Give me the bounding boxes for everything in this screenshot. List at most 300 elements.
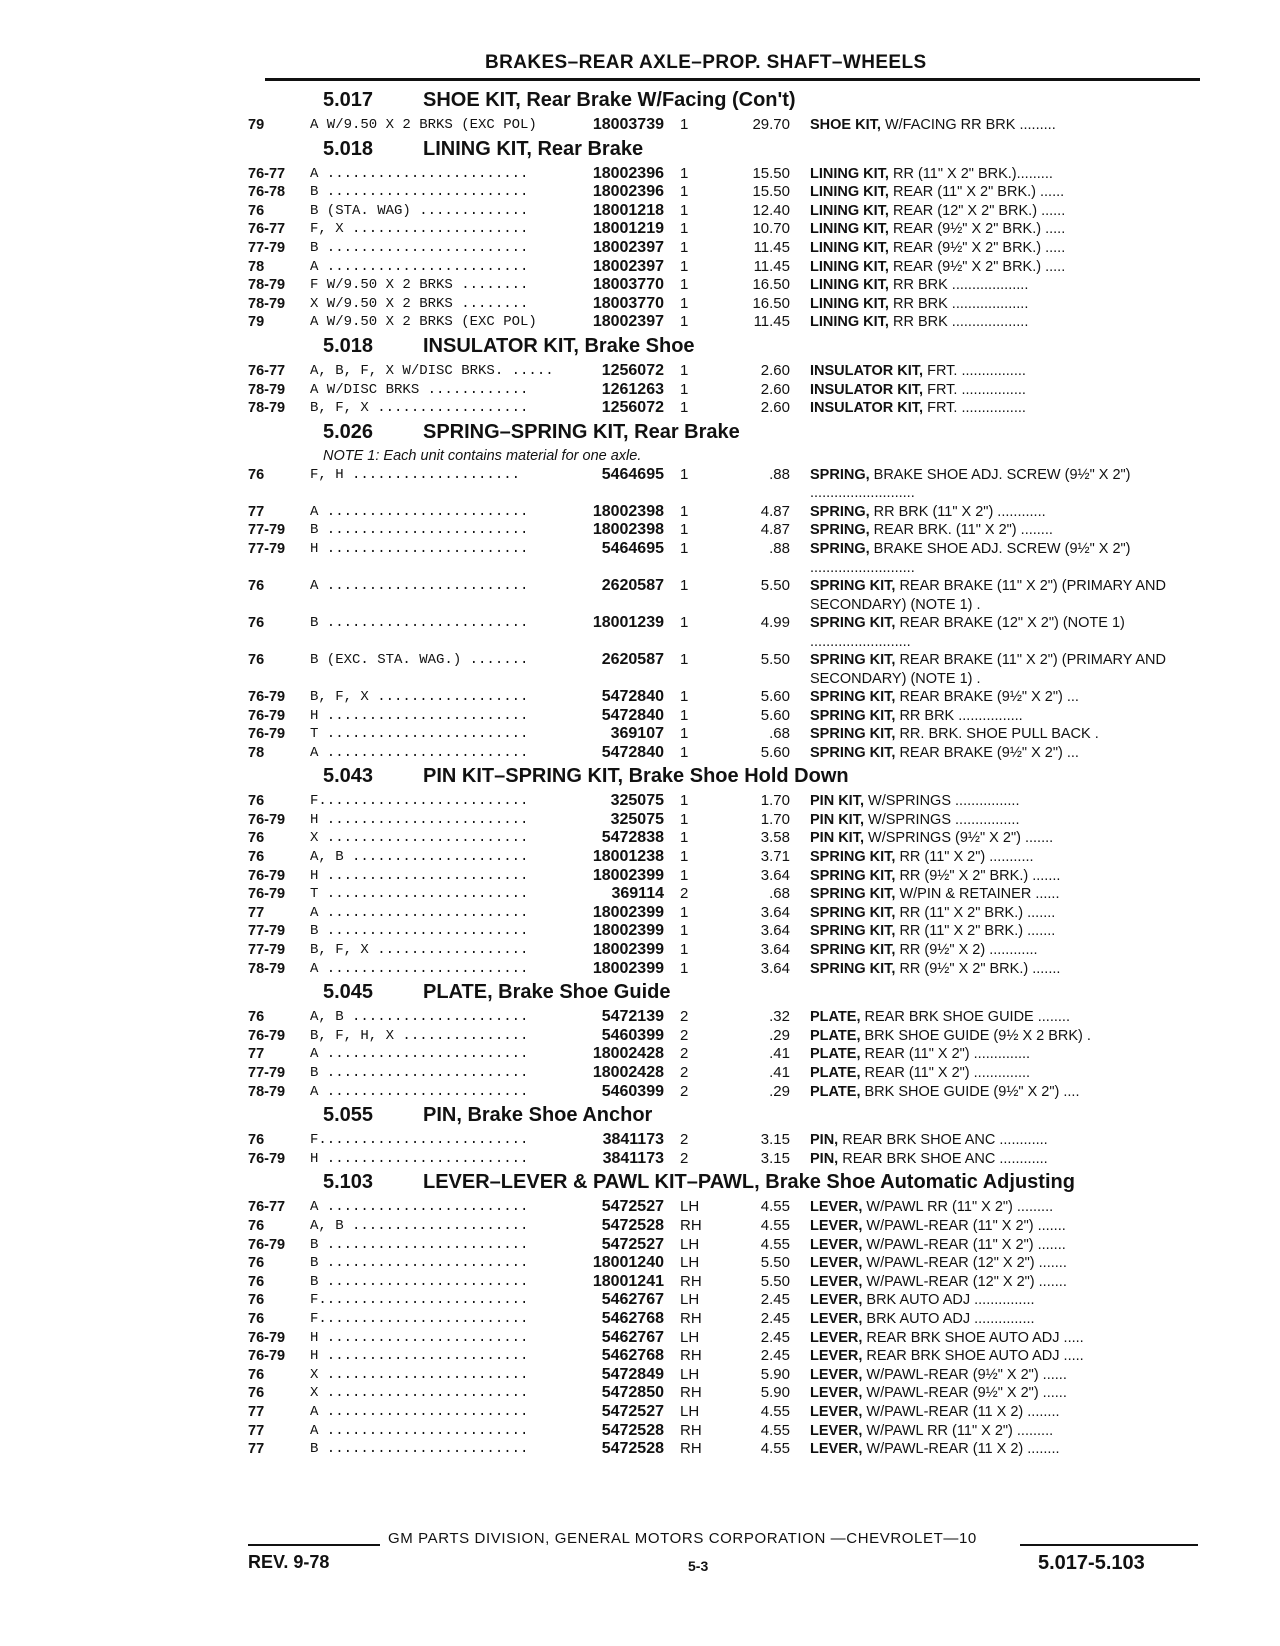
model-applicability: H ........................	[310, 811, 529, 828]
part-row	[248, 1027, 1208, 1046]
quantity: 1	[680, 903, 689, 921]
model-applicability: X ........................	[310, 1385, 529, 1402]
part-name: LEVER,	[810, 1385, 863, 1402]
part-number: 5472849	[601, 1365, 664, 1383]
part-name: LINING KIT,	[810, 295, 889, 312]
section-number: 5.103	[323, 1171, 374, 1194]
part-number: 5472840	[601, 687, 664, 705]
part-number: 1261263	[601, 380, 664, 398]
quantity: 1	[680, 613, 689, 631]
part-detail: REAR (9½" X 2" BRK.) .....	[892, 239, 1066, 256]
part-detail: RR BRK ...................	[892, 314, 1029, 331]
part-row	[248, 1150, 1208, 1169]
part-number: 18002397	[592, 257, 664, 275]
model-year: 76	[248, 1273, 265, 1290]
section-number: 5.043	[323, 765, 374, 788]
quantity: LH	[680, 1198, 700, 1216]
quantity: 1	[680, 792, 689, 810]
part-detail: W/PAWL-REAR (11 X 2) ........	[866, 1403, 1060, 1420]
part-row	[248, 1045, 1208, 1064]
part-description	[810, 1045, 1202, 1064]
part-name: SPRING KIT,	[810, 688, 896, 705]
part-number: 5460399	[601, 1082, 664, 1100]
model-year: 77-79	[248, 942, 286, 959]
part-row	[248, 651, 1208, 688]
part-description	[810, 1291, 1202, 1310]
price: 3.64	[760, 903, 790, 921]
part-row	[248, 811, 1208, 830]
model-year: 77-79	[248, 1065, 286, 1081]
model-year: 76	[248, 793, 265, 810]
part-number: 18001241	[592, 1272, 664, 1290]
price: 15.50	[752, 164, 790, 182]
price: 15.50	[752, 183, 790, 201]
part-name: LEVER,	[810, 1236, 863, 1253]
model-year: 77-79	[248, 239, 286, 256]
part-name: LINING KIT,	[810, 239, 889, 256]
price: 5.60	[760, 743, 790, 761]
model-applicability: H ........................	[310, 707, 529, 724]
part-description	[810, 848, 1202, 867]
quantity: RH	[680, 1440, 702, 1458]
quantity: 1	[680, 848, 689, 866]
part-number: 18002399	[592, 922, 664, 940]
part-description	[810, 1008, 1202, 1027]
section-number: 5.045	[323, 981, 374, 1004]
price: 2.60	[760, 361, 790, 379]
model-year: 76-79	[248, 688, 286, 705]
price: 2.45	[760, 1309, 790, 1327]
quantity: LH	[680, 1365, 700, 1383]
part-number: 5472527	[601, 1402, 664, 1420]
part-name: LEVER,	[810, 1292, 863, 1309]
model-applicability: F.........................	[310, 1310, 529, 1327]
part-detail: REAR BRAKE (9½" X 2") ...	[899, 744, 1079, 761]
model-applicability: A, B .....................	[310, 1217, 529, 1234]
part-description	[810, 381, 1202, 400]
quantity: 1	[680, 313, 689, 331]
price: 3.64	[760, 959, 790, 977]
model-year: 76	[248, 1217, 265, 1234]
part-detail: REAR (12" X 2" BRK.) ......	[892, 202, 1066, 219]
part-row	[248, 165, 1208, 184]
part-name: LINING KIT,	[810, 258, 889, 275]
footer-corporation: GM PARTS DIVISION, GENERAL MOTORS CORPORATION —CHEVROLET—10	[388, 1530, 977, 1547]
price: 2.60	[760, 380, 790, 398]
price: .88	[769, 539, 790, 557]
price: 4.55	[760, 1216, 790, 1234]
section-number: 5.017	[323, 89, 374, 111]
quantity: 1	[680, 164, 689, 182]
model-year: 76-77	[248, 1199, 286, 1216]
part-row	[248, 1236, 1208, 1255]
part-description	[810, 1384, 1202, 1403]
model-applicability: A ........................	[310, 1046, 529, 1063]
quantity: 1	[680, 380, 689, 398]
part-name: LINING KIT,	[810, 314, 889, 331]
part-row	[248, 202, 1208, 221]
part-description	[810, 1198, 1202, 1217]
model-applicability: B ........................	[310, 1065, 529, 1081]
model-applicability: A ........................	[310, 744, 529, 761]
part-number: 5472528	[601, 1216, 664, 1234]
part-row	[248, 922, 1208, 941]
part-description	[810, 165, 1202, 184]
quantity: 1	[680, 743, 689, 761]
part-detail: REAR BRAKE (12" X 2") (NOTE 1) .........................	[810, 614, 1125, 650]
part-number: 5462767	[601, 1291, 664, 1309]
model-applicability: F W/9.50 X 2 BRKS ........	[310, 277, 529, 294]
part-number: 3841173	[602, 1149, 664, 1167]
part-row	[248, 1440, 1208, 1459]
part-row	[248, 313, 1208, 332]
section-title: PLATE, Brake Shoe Guide	[423, 981, 671, 1004]
part-description	[810, 614, 1202, 651]
part-number: 5462768	[601, 1347, 664, 1365]
price: 3.64	[760, 866, 790, 884]
price: .88	[769, 465, 790, 483]
part-description	[810, 1273, 1202, 1292]
quantity: LH	[680, 1235, 700, 1253]
model-year: 78-79	[248, 381, 286, 398]
model-year: 76-79	[248, 1027, 286, 1044]
model-applicability: A ........................	[310, 1422, 529, 1439]
part-row	[248, 239, 1208, 258]
part-row	[248, 960, 1208, 979]
model-year: 78	[248, 258, 265, 275]
part-name: SPRING KIT,	[810, 867, 896, 884]
part-number: 18001238	[592, 848, 664, 866]
model-year: 76	[248, 1255, 265, 1272]
price: 2.45	[760, 1347, 790, 1365]
part-name: SPRING KIT,	[810, 614, 896, 631]
part-row	[248, 276, 1208, 295]
part-detail: REAR (11" X 2") ..............	[864, 1065, 1031, 1081]
part-number: 18002396	[592, 183, 664, 201]
quantity: 2	[680, 1082, 689, 1100]
model-year: 76-79	[248, 811, 286, 828]
model-year: 77-79	[248, 540, 286, 557]
part-row	[248, 1347, 1208, 1366]
model-applicability: F, H ....................	[310, 466, 521, 483]
part-row	[248, 614, 1208, 651]
part-description	[810, 503, 1202, 522]
model-applicability: F.........................	[310, 1292, 529, 1309]
quantity: 1	[680, 361, 689, 379]
quantity: RH	[680, 1216, 702, 1234]
part-name: PLATE,	[810, 1083, 861, 1100]
part-description	[810, 744, 1202, 763]
quantity: RH	[680, 1272, 702, 1290]
part-number: 369107	[610, 725, 664, 743]
quantity: 2	[680, 1045, 689, 1063]
model-year: 76-77	[248, 165, 286, 182]
part-number: 18001240	[592, 1254, 664, 1272]
part-detail: W/PAWL-REAR (11" X 2") .......	[866, 1236, 1066, 1253]
part-detail: BRK AUTO ADJ ...............	[866, 1310, 1035, 1327]
price: 2.60	[760, 399, 790, 417]
part-detail: RR (9½" X 2" BRK.) .......	[899, 960, 1061, 977]
section-number: 5.026	[323, 420, 374, 443]
model-applicability: A ........................	[310, 904, 529, 921]
part-name: SPRING KIT,	[810, 886, 896, 903]
price: 4.87	[760, 502, 790, 520]
quantity: 2	[680, 1026, 689, 1044]
price: 5.60	[760, 687, 790, 705]
part-description	[810, 941, 1202, 960]
model-applicability: H ........................	[310, 1150, 529, 1167]
part-detail: RR (11" X 2" BRK.) .......	[899, 904, 1056, 921]
part-row	[248, 707, 1208, 726]
part-row	[248, 295, 1208, 314]
part-detail: W/FACING RR BRK .........	[884, 117, 1056, 133]
part-name: PIN,	[810, 1150, 839, 1167]
part-name: LEVER,	[810, 1310, 863, 1327]
model-year: 76	[248, 1385, 265, 1402]
model-year: 78	[248, 744, 265, 761]
section-note: NOTE 1: Each unit contains material for one axle.	[323, 447, 642, 464]
model-applicability: A, B, F, X W/DISC BRKS. .....	[310, 362, 554, 379]
part-detail: FRT. ................	[927, 400, 1026, 417]
model-year: 77-79	[248, 522, 286, 539]
part-description	[810, 688, 1202, 707]
part-name: SPRING KIT,	[810, 577, 896, 594]
price: 12.40	[752, 201, 790, 219]
revision-label: REV. 9-78	[248, 1552, 330, 1572]
model-year: 76	[248, 1132, 265, 1149]
part-row	[248, 381, 1208, 400]
model-year: 78-79	[248, 295, 286, 312]
part-row	[248, 885, 1208, 904]
model-applicability: A ........................	[310, 503, 529, 520]
model-year: 77	[248, 1046, 265, 1063]
part-description	[810, 276, 1202, 295]
part-name: LEVER,	[810, 1273, 863, 1290]
part-detail: REAR BRK SHOE ANC ............	[842, 1132, 1048, 1149]
model-applicability: F.........................	[310, 793, 529, 810]
part-number: 5472528	[601, 1440, 664, 1458]
part-name: LEVER,	[810, 1329, 863, 1346]
part-number: 5460399	[601, 1026, 664, 1044]
page-number: 5-3	[688, 1558, 709, 1574]
price: 3.71	[760, 848, 790, 866]
model-year: 77	[248, 1403, 265, 1420]
page-title: BRAKES–REAR AXLE–PROP. SHAFT–WHEELS	[485, 52, 927, 73]
quantity: 2	[680, 1008, 689, 1026]
part-name: SHOE KIT,	[810, 117, 881, 133]
quantity: RH	[680, 1309, 702, 1327]
part-name: PIN KIT,	[810, 830, 864, 847]
part-detail: W/PAWL RR (11" X 2") .........	[866, 1199, 1054, 1216]
quantity: LH	[680, 1328, 700, 1346]
model-year: 76	[248, 1310, 265, 1327]
part-row	[248, 867, 1208, 886]
part-detail: W/PAWL-REAR (12" X 2") .......	[866, 1273, 1067, 1290]
part-description	[810, 239, 1202, 258]
model-applicability: X ........................	[310, 1366, 529, 1383]
part-number: 2620587	[601, 576, 664, 594]
section-number: 5.018	[323, 137, 374, 160]
model-applicability: A ........................	[310, 577, 529, 594]
part-row	[248, 848, 1208, 867]
part-number: 18002398	[592, 521, 664, 539]
quantity: 1	[680, 183, 689, 201]
part-description	[810, 116, 1202, 135]
part-detail: RR. BRK. SHOE PULL BACK .	[899, 726, 1099, 743]
part-number: 5472527	[601, 1198, 664, 1216]
part-row	[248, 466, 1208, 503]
part-description	[810, 707, 1202, 726]
quantity: 1	[680, 539, 689, 557]
part-number: 5472527	[601, 1235, 664, 1253]
part-number: 18002399	[592, 959, 664, 977]
model-applicability: A ........................	[310, 960, 529, 977]
footer-rule-right	[1020, 1544, 1198, 1546]
model-applicability: A ........................	[310, 1403, 529, 1420]
part-name: SPRING KIT,	[810, 651, 896, 668]
quantity: 1	[680, 941, 689, 959]
price: 3.15	[760, 1131, 790, 1149]
model-applicability: F, X .....................	[310, 221, 529, 238]
part-description	[810, 1403, 1202, 1422]
part-number: 18002397	[592, 238, 664, 256]
model-year: 76	[248, 466, 265, 483]
part-row	[248, 521, 1208, 540]
quantity: 1	[680, 829, 689, 847]
part-name: LEVER,	[810, 1255, 863, 1272]
section-title: INSULATOR KIT, Brake Shoe	[423, 334, 695, 357]
part-description	[810, 1440, 1202, 1459]
part-detail: REAR BRK SHOE AUTO ADJ .....	[866, 1329, 1084, 1346]
part-description	[810, 362, 1202, 381]
part-name: LINING KIT,	[810, 221, 889, 238]
model-applicability: B ........................	[310, 1236, 529, 1253]
quantity: 1	[680, 810, 689, 828]
model-year: 76-77	[248, 362, 286, 379]
model-applicability: B, F, X ..................	[310, 400, 529, 417]
model-year: 76-79	[248, 1348, 286, 1365]
part-name: SPRING,	[810, 522, 870, 539]
part-detail: W/PAWL-REAR (9½" X 2") ......	[866, 1385, 1067, 1402]
part-detail: W/PAWL-REAR (11 X 2) ........	[866, 1441, 1060, 1458]
model-applicability: T ........................	[310, 726, 529, 743]
quantity: 1	[680, 116, 689, 133]
part-detail: W/SPRINGS ................	[868, 811, 1020, 828]
model-applicability: B ........................	[310, 522, 529, 539]
model-applicability: A ........................	[310, 165, 529, 182]
price: .68	[769, 885, 790, 903]
part-number: 18002428	[592, 1064, 664, 1081]
quantity: 1	[680, 220, 689, 238]
section-heading	[248, 1168, 1208, 1198]
model-applicability: X W/9.50 X 2 BRKS ........	[310, 295, 529, 312]
part-detail: W/SPRINGS (9½" X 2") .......	[868, 830, 1054, 847]
price: 29.70	[752, 116, 790, 133]
part-detail: RR (9½" X 2) ............	[899, 942, 1038, 959]
part-description	[810, 1131, 1202, 1150]
model-year: 76	[248, 1009, 265, 1026]
price: 4.55	[760, 1198, 790, 1216]
part-detail: REAR (9½" X 2" BRK.) .....	[892, 258, 1066, 275]
part-number: 5472528	[601, 1421, 664, 1439]
quantity: 2	[680, 1131, 689, 1149]
model-year: 76	[248, 651, 265, 668]
price: 4.87	[760, 521, 790, 539]
price: 16.50	[752, 294, 790, 312]
price: 2.45	[760, 1328, 790, 1346]
model-year: 76	[248, 830, 265, 847]
part-row	[248, 1198, 1208, 1217]
section-heading	[248, 418, 1208, 448]
price: 3.15	[760, 1149, 790, 1167]
section-title: PIN, Brake Shoe Anchor	[423, 1104, 653, 1127]
price: .29	[769, 1082, 790, 1100]
quantity: 1	[680, 238, 689, 256]
price: 3.64	[760, 941, 790, 959]
part-number: 5464695	[601, 465, 664, 483]
part-number: 5472850	[601, 1384, 664, 1402]
price: 3.64	[760, 922, 790, 940]
part-description	[810, 1422, 1202, 1441]
model-year: 79	[248, 117, 265, 133]
model-year: 78-79	[248, 400, 286, 417]
section-number: 5.055	[323, 1104, 374, 1127]
part-detail: REAR (9½" X 2" BRK.) .....	[892, 221, 1066, 238]
price: 4.55	[760, 1235, 790, 1253]
part-row	[248, 183, 1208, 202]
part-name: LEVER,	[810, 1199, 863, 1216]
part-description	[810, 1310, 1202, 1329]
part-number: 5472139	[601, 1008, 664, 1026]
model-applicability: B ........................	[310, 614, 529, 631]
model-year: 77	[248, 904, 265, 921]
quantity: 1	[680, 465, 689, 483]
part-number: 18003770	[592, 294, 664, 312]
section-title: LINING KIT, Rear Brake	[423, 137, 644, 160]
section-heading	[248, 332, 1208, 362]
part-number: 325075	[610, 792, 664, 810]
part-row	[248, 1131, 1208, 1150]
part-row	[248, 1384, 1208, 1403]
model-year: 76	[248, 614, 265, 631]
model-applicability: A ........................	[310, 1083, 529, 1100]
part-name: PLATE,	[810, 1009, 861, 1026]
model-year: 76	[248, 1292, 265, 1309]
part-detail: FRT. ................	[927, 381, 1026, 398]
quantity: 2	[680, 885, 689, 903]
part-detail: BRAKE SHOE ADJ. SCREW (9½" X 2") ..........................	[810, 466, 1131, 502]
model-year: 76-79	[248, 1329, 286, 1346]
part-name: PIN KIT,	[810, 811, 864, 828]
price: 3.58	[760, 829, 790, 847]
model-year: 77	[248, 503, 265, 520]
model-applicability: H ........................	[310, 1329, 529, 1346]
price: 11.45	[753, 257, 790, 275]
part-name: LEVER,	[810, 1348, 863, 1365]
part-detail: BRAKE SHOE ADJ. SCREW (9½" X 2") ..........................	[810, 540, 1131, 576]
model-year: 77-79	[248, 923, 286, 940]
part-description	[810, 792, 1202, 811]
part-description	[810, 220, 1202, 239]
part-number: 18003739	[592, 116, 664, 133]
quantity: 1	[680, 201, 689, 219]
part-name: SPRING KIT,	[810, 904, 896, 921]
part-name: SPRING KIT,	[810, 744, 896, 761]
price: 5.90	[760, 1384, 790, 1402]
part-number: 18001219	[592, 220, 664, 238]
part-number: 5462767	[601, 1328, 664, 1346]
model-applicability: B, F, X ..................	[310, 688, 529, 705]
